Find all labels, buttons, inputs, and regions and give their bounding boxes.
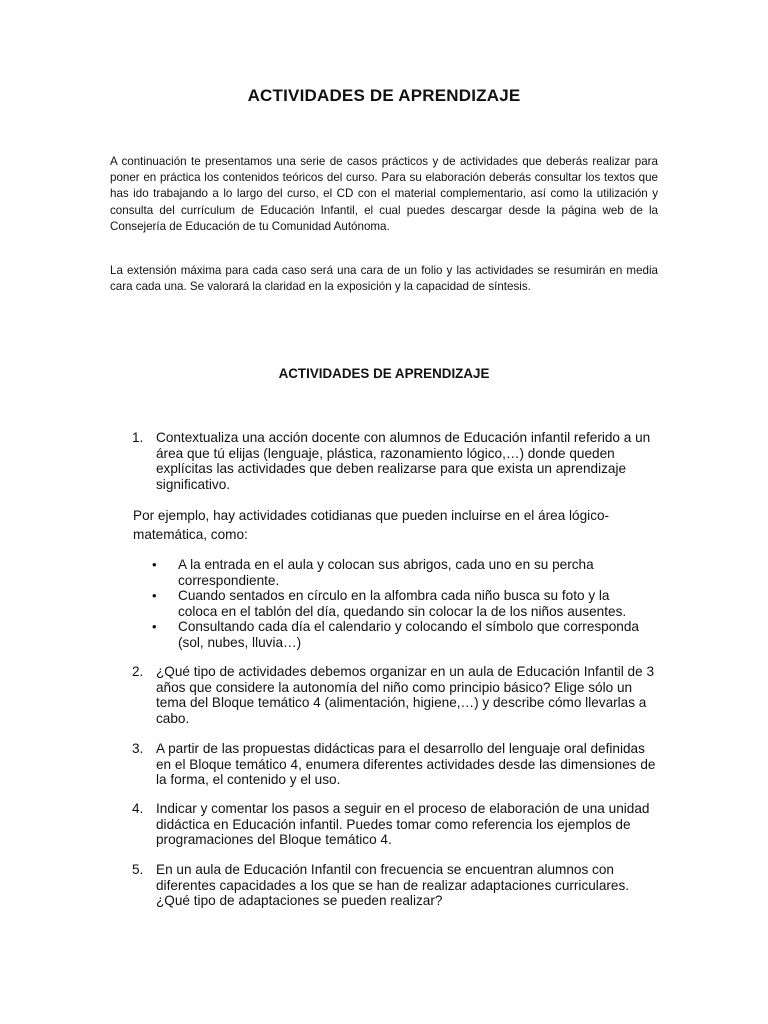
item-text: Indicar y comentar los pasos a seguir en el proceso de elaboración de una unidad didáctica en Educación infantil. Puedes tomar como referencia los ejemplos de programaciones del Bloque temático 4. [156,801,650,848]
bullet-text: A la entrada en el aula y colocan sus abrigos, cada uno en su percha correspondiente. [178,557,594,588]
item-number: 1. [132,430,144,445]
item-number: 3. [132,741,144,756]
document-title: ACTIVIDADES DE APRENDIZAJE [247,86,521,105]
example-intro: Por ejemplo, hay actividades cotidianas que pueden incluirse en el área lógico-matemática, como: [133,508,610,542]
item-text: En un aula de Educación Infantil con frecuencia se encuentran alumnos con diferentes capacidades a los que se han de realizar adaptaciones curriculares. ¿Qué tipo de adaptaciones se pueden realizar? [156,862,630,909]
bullet-icon: • [152,619,157,634]
bullet-text: Consultando cada día el calendario y colocando el símbolo que corresponda (sol, nubes, lluvia…) [178,619,639,650]
bullet-text: Cuando sentados en círculo en la alfombra cada niño busca su foto y la coloca en el tablón del día, quedando sin colocar la de los niños ausentes. [178,588,627,619]
bullet-icon: • [152,557,157,572]
intro-paragraph: La extensión máxima para cada caso será una cara de un folio y las actividades se resumirán en media cara cada una. Se valorará la claridad en la exposición y la capacidad de síntesis. [110,264,658,294]
bullet-icon: • [152,588,157,603]
item-text: ¿Qué tipo de actividades debemos organizar en un aula de Educación Infantil de 3 años que considere la autonomía del niño como principio básico? Elige sólo un tema del Bloque temático 4 (alimentación, higiene,…) y describe cómo llevarlas a cabo. [156,664,655,726]
section-title: ACTIVIDADES DE APRENDIZAJE [278,366,490,381]
item-number: 4. [132,801,144,816]
item-text: A partir de las propuestas didácticas para el desarrollo del lenguaje oral definidas en el Bloque temático 4, enumera diferentes actividades desde las dimensiones de la forma, el contenido y el uso. [156,741,656,788]
intro-paragraph: A continuación te presentamos una serie de casos prácticos y de actividades que deberás realizar para poner en práctica los contenidos teóricos del curso. Para su elaboración deberás consultar los textos que has ido trabajando a lo largo del curso, el CD con el material complementario, así como la utilización y consulta del currículum de Educación Infantil, el cual puedes descargar desde la página web de la Consejería de Educación de tu Comunidad Autónoma. [110,155,658,233]
item-number: 5. [132,862,144,877]
item-number: 2. [132,664,144,679]
item-text: Contextualiza una acción docente con alumnos de Educación infantil referido a un área que tú elijas (lenguaje, plástica, razonamiento lógico,…) donde queden explícitas las actividades que deben realizarse para que exista un aprendizaje significativo. [156,430,651,492]
